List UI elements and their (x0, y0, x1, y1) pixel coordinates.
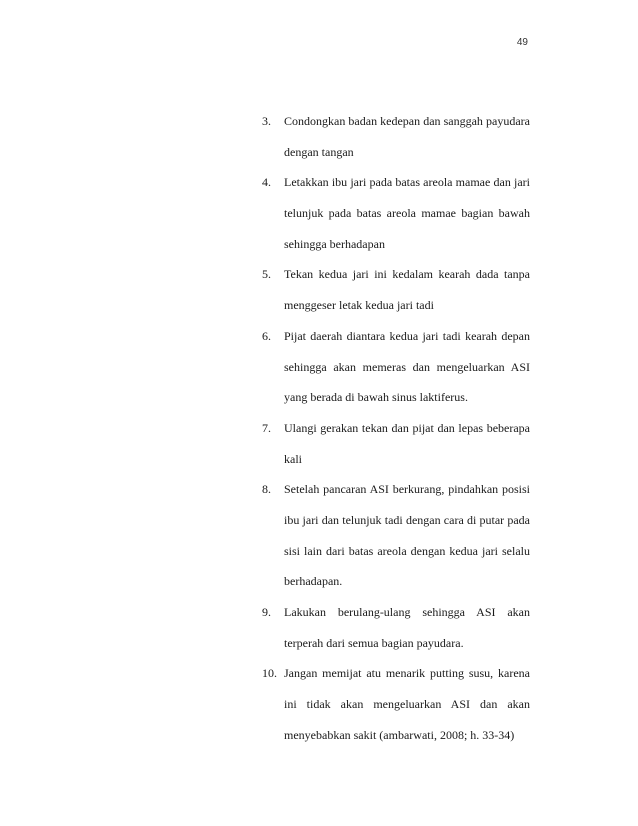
item-line: sehingga berhadapan (284, 236, 385, 251)
item-number: 7. (262, 420, 271, 435)
item-line: Pijat daerah diantara kedua jari tadi kearah depan (284, 328, 530, 343)
item-line: sehingga akan memeras dan mengeluarkan ASI (284, 359, 530, 374)
item-number: 6. (262, 328, 271, 343)
item-line: kali (284, 451, 302, 466)
item-line: Lakukan berulang-ulang sehingga ASI akan (284, 605, 530, 619)
item-line: berhadapan. (284, 574, 343, 589)
item-line: Setelah pancaran ASI berkurang, pindahkan posisi (284, 482, 530, 497)
item-number: 5. (262, 267, 271, 282)
list-item (262, 474, 530, 597)
item-line: terperah dari semua bagian payudara. (284, 635, 464, 650)
item-number: 4. (262, 175, 271, 190)
item-line: menggeser letak kedua jari tadi (284, 298, 434, 313)
item-line: Letakkan ibu jari pada batas areola mamae dan jari (284, 175, 530, 190)
list-item (262, 259, 530, 320)
item-line: Tekan kedua jari ini kedalam kearah dada tanpa (284, 267, 530, 282)
list-item (262, 167, 530, 259)
list-item (262, 658, 530, 750)
item-line: yang berada di bawah sinus laktiferus. (284, 390, 468, 405)
item-line: ini tidak akan mengeluarkan ASI dan akan (284, 697, 530, 712)
item-line: Condongkan badan kedepan dan sanggah payudara (284, 114, 530, 128)
item-line: Jangan memijat atu menarik putting susu, karena (284, 666, 530, 681)
item-line: Ulangi gerakan tekan dan pijat dan lepas beberapa (284, 420, 530, 435)
list-item (262, 106, 530, 167)
page-number: 49 (516, 37, 528, 48)
item-line: telunjuk pada batas areola mamae bagian bawah (284, 206, 530, 221)
item-line: sisi lain dari batas areola dengan kedua jari selalu (284, 543, 530, 558)
list-item (262, 321, 530, 413)
item-line: ibu jari dan telunjuk tadi dengan cara di putar pada (284, 512, 530, 527)
numbered-list (262, 106, 530, 750)
item-line: menyebabkan sakit (ambarwati, 2008; h. 33-34) (284, 727, 515, 742)
list-item (262, 597, 530, 658)
item-number: 10. (262, 666, 277, 681)
item-number: 9. (262, 605, 271, 619)
list-item (262, 413, 530, 474)
item-number: 8. (262, 482, 271, 497)
item-line: dengan tangan (284, 144, 354, 159)
item-number: 3. (262, 114, 271, 128)
